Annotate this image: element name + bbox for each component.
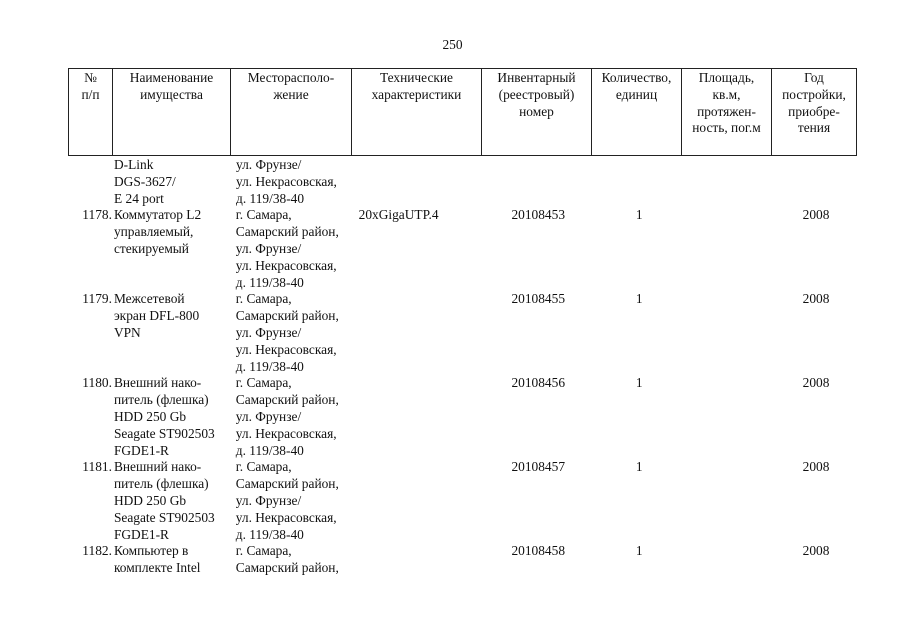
cell-year-line: 2008 [802, 459, 830, 475]
cell-location-line: Самарский район, [235, 308, 339, 324]
cell-number-line: 1178. [82, 207, 112, 223]
cell-number-line: 1181. [82, 459, 112, 475]
cell-location-line: д. 119/38-40 [235, 274, 304, 290]
cell-tech-line: 20xGigaUTP.4 [358, 207, 439, 223]
header-text: постройки, [782, 86, 846, 102]
cell-location-line: д. 119/38-40 [235, 526, 304, 542]
header-text: кв.м, [712, 86, 741, 102]
cell-area [684, 543, 774, 577]
header-text: единиц [615, 86, 658, 102]
cell-name-line: управляемый, [113, 224, 194, 240]
cell-inventory [484, 543, 594, 577]
header-cell-tech [352, 69, 482, 155]
cell-area [684, 291, 774, 375]
cell-location-line: д. 119/38-40 [235, 358, 304, 374]
cell-inventory [484, 207, 594, 291]
cell-name-line: экран DFL-800 [113, 308, 200, 324]
cell-name-line: VPN [113, 324, 141, 340]
cell-location-line: ул. Некрасовская, [235, 341, 337, 357]
cell-name-line: D-Link [114, 157, 154, 172]
cell-tech-line [359, 291, 485, 308]
cell-inventory-line: 20108458 [511, 543, 566, 559]
cell-location-line: ул. Некрасовская, [235, 509, 337, 525]
header-text: Год [804, 70, 824, 85]
cell-location-line: ул. Фрунзе/ [235, 324, 302, 340]
cell-inventory-line: 20108456 [511, 375, 566, 391]
cell-quantity [594, 291, 684, 375]
table-row [68, 543, 858, 577]
cell-quantity-line: 1 [635, 375, 643, 391]
table-row [68, 375, 858, 459]
cell-location-line: ул. Некрасовская, [236, 173, 337, 189]
cell-area-line [684, 543, 774, 560]
cell-quantity [594, 459, 684, 543]
cell-location-line: г. Самара, [235, 459, 292, 475]
header-text: протяжен- [697, 103, 756, 119]
cell-inventory [484, 459, 594, 543]
cell-number [68, 543, 114, 577]
header-cell-number [69, 69, 113, 155]
cell-tech-line [359, 459, 485, 476]
header-text: имущества [140, 86, 203, 102]
cell-name [114, 157, 234, 207]
cell-name-line: Seagate ST902503 [113, 509, 215, 525]
cell-tech [355, 543, 485, 577]
cell-area [684, 375, 774, 459]
cell-name-line: DGS-3627/ [114, 173, 176, 189]
header-cell-year [772, 69, 856, 155]
table-header [68, 68, 857, 156]
cell-inventory [484, 375, 594, 459]
cell-number [68, 375, 114, 459]
cell-year-line: 2008 [802, 543, 830, 559]
table-body [68, 157, 858, 577]
header-cell-inventory [482, 69, 592, 155]
table-row [68, 459, 858, 543]
cell-location-line: ул. Фрунзе/ [236, 157, 302, 172]
header-text: номер [519, 103, 554, 119]
cell-name-line: комплекте Intel [113, 560, 201, 576]
cell-name-line: FGDE1-R [113, 526, 169, 542]
cell-name-line: FGDE1-R [113, 442, 169, 458]
cell-quantity [594, 543, 684, 577]
header-text: Наименование [129, 70, 214, 85]
cell-location-line: г. Самара, [235, 375, 292, 391]
cell-name-line: HDD 250 Gb [113, 408, 187, 424]
cell-number-line: 1179. [82, 291, 112, 307]
cell-inventory-line: 20108453 [511, 207, 566, 223]
cell-area-line [684, 459, 774, 476]
cell-location [234, 207, 355, 291]
header-text: ность, пог.м [692, 120, 761, 136]
table-row-continuation [68, 157, 858, 207]
cell-inventory [484, 291, 594, 375]
cell-tech [355, 207, 485, 291]
cell-year [774, 459, 858, 543]
cell-quantity [594, 207, 684, 291]
cell-inventory-line: 20108457 [511, 459, 566, 475]
cell-name [114, 207, 234, 291]
cell-tech-line [359, 375, 485, 392]
cell-number [68, 157, 114, 207]
cell-tech [355, 375, 485, 459]
header-text: характеристики [371, 86, 462, 102]
cell-location [234, 291, 355, 375]
header-text: № [84, 70, 97, 85]
cell-year [774, 291, 858, 375]
cell-name-line: стекируемый [113, 240, 189, 256]
cell-year [774, 207, 858, 291]
cell-location-line: г. Самара, [235, 291, 292, 307]
header-cell-quantity [592, 69, 682, 155]
cell-location [234, 375, 355, 459]
cell-year-line: 2008 [802, 291, 830, 307]
cell-number [68, 459, 114, 543]
cell-location-line: ул. Фрунзе/ [235, 492, 302, 508]
header-text: тения [797, 120, 831, 136]
cell-name-line: питель (флешка) [113, 392, 209, 408]
cell-location-line: ул. Фрунзе/ [235, 408, 302, 424]
cell-area-line [684, 375, 774, 392]
header-text: жение [273, 86, 309, 102]
header-text: Месторасполо- [247, 70, 335, 85]
cell-location-line: Самарский район, [235, 476, 339, 492]
header-text: п/п [81, 86, 100, 102]
cell-name-line: Межсетевой [113, 291, 185, 307]
cell-inventory-line: 20108455 [511, 291, 566, 307]
cell-year [774, 543, 858, 577]
cell-location-line: ул. Некрасовская, [235, 425, 337, 441]
cell-number [68, 291, 114, 375]
cell-location-line: Самарский район, [235, 392, 339, 408]
cell-location-line: г. Самара, [235, 543, 292, 559]
cell-name-line: Внешний нако- [113, 375, 202, 391]
cell-name [114, 291, 234, 375]
cell-quantity-line: 1 [635, 543, 643, 559]
cell-location [234, 459, 355, 543]
cell-location-line: г. Самара, [235, 207, 292, 223]
cell-tech [355, 291, 485, 375]
cell-year [774, 375, 858, 459]
cell-year-line: 2008 [802, 207, 830, 223]
cell-location-line: ул. Некрасовская, [235, 257, 337, 273]
cell-tech [355, 459, 485, 543]
cell-name-line: Коммутатор L2 [113, 207, 202, 223]
table-row [68, 291, 858, 375]
table-row [68, 207, 858, 291]
header-cell-location [231, 69, 352, 155]
cell-name-line: питель (флешка) [113, 476, 209, 492]
header-text: приобре- [788, 103, 840, 119]
cell-number [68, 207, 114, 291]
cell-name [114, 459, 234, 543]
cell-area [684, 459, 774, 543]
cell-area-line [684, 207, 774, 224]
cell-location-line: ул. Фрунзе/ [235, 240, 302, 256]
cell-name-line: Компьютер в [113, 543, 189, 559]
cell-location [234, 157, 355, 207]
cell-name-line: HDD 250 Gb [113, 492, 187, 508]
header-cell-name [113, 69, 231, 155]
header-text: (реестровый) [498, 86, 575, 102]
cell-name [114, 543, 234, 577]
cell-quantity-line: 1 [635, 459, 643, 475]
cell-name-line: Внешний нако- [113, 459, 202, 475]
cell-number-line [68, 157, 112, 174]
header-text: Технические [379, 70, 454, 85]
cell-tech-line [359, 543, 485, 560]
cell-year-line: 2008 [802, 375, 830, 391]
cell-number-line: 1182. [82, 543, 112, 559]
header-text: Инвентарный [497, 70, 576, 85]
cell-name [114, 375, 234, 459]
cell-location-line: Самарский район, [235, 224, 339, 240]
cell-location-line: д. 119/38-40 [236, 190, 305, 206]
cell-area-line [684, 291, 774, 308]
cell-area [684, 207, 774, 291]
cell-name-line: E 24 port [114, 190, 164, 206]
header-cell-area [682, 69, 772, 155]
page-number: 250 [442, 37, 463, 52]
cell-number-line: 1180. [82, 375, 112, 391]
header-text: Количество, [601, 70, 672, 85]
cell-quantity [594, 375, 684, 459]
cell-name-line: Seagate ST902503 [113, 425, 215, 441]
cell-quantity-line: 1 [635, 291, 643, 307]
cell-location-line: Самарский район, [235, 560, 339, 576]
cell-quantity-line: 1 [635, 207, 643, 223]
header-text: Площадь, [698, 70, 755, 85]
cell-location [234, 543, 355, 577]
cell-location-line: д. 119/38-40 [235, 442, 304, 458]
